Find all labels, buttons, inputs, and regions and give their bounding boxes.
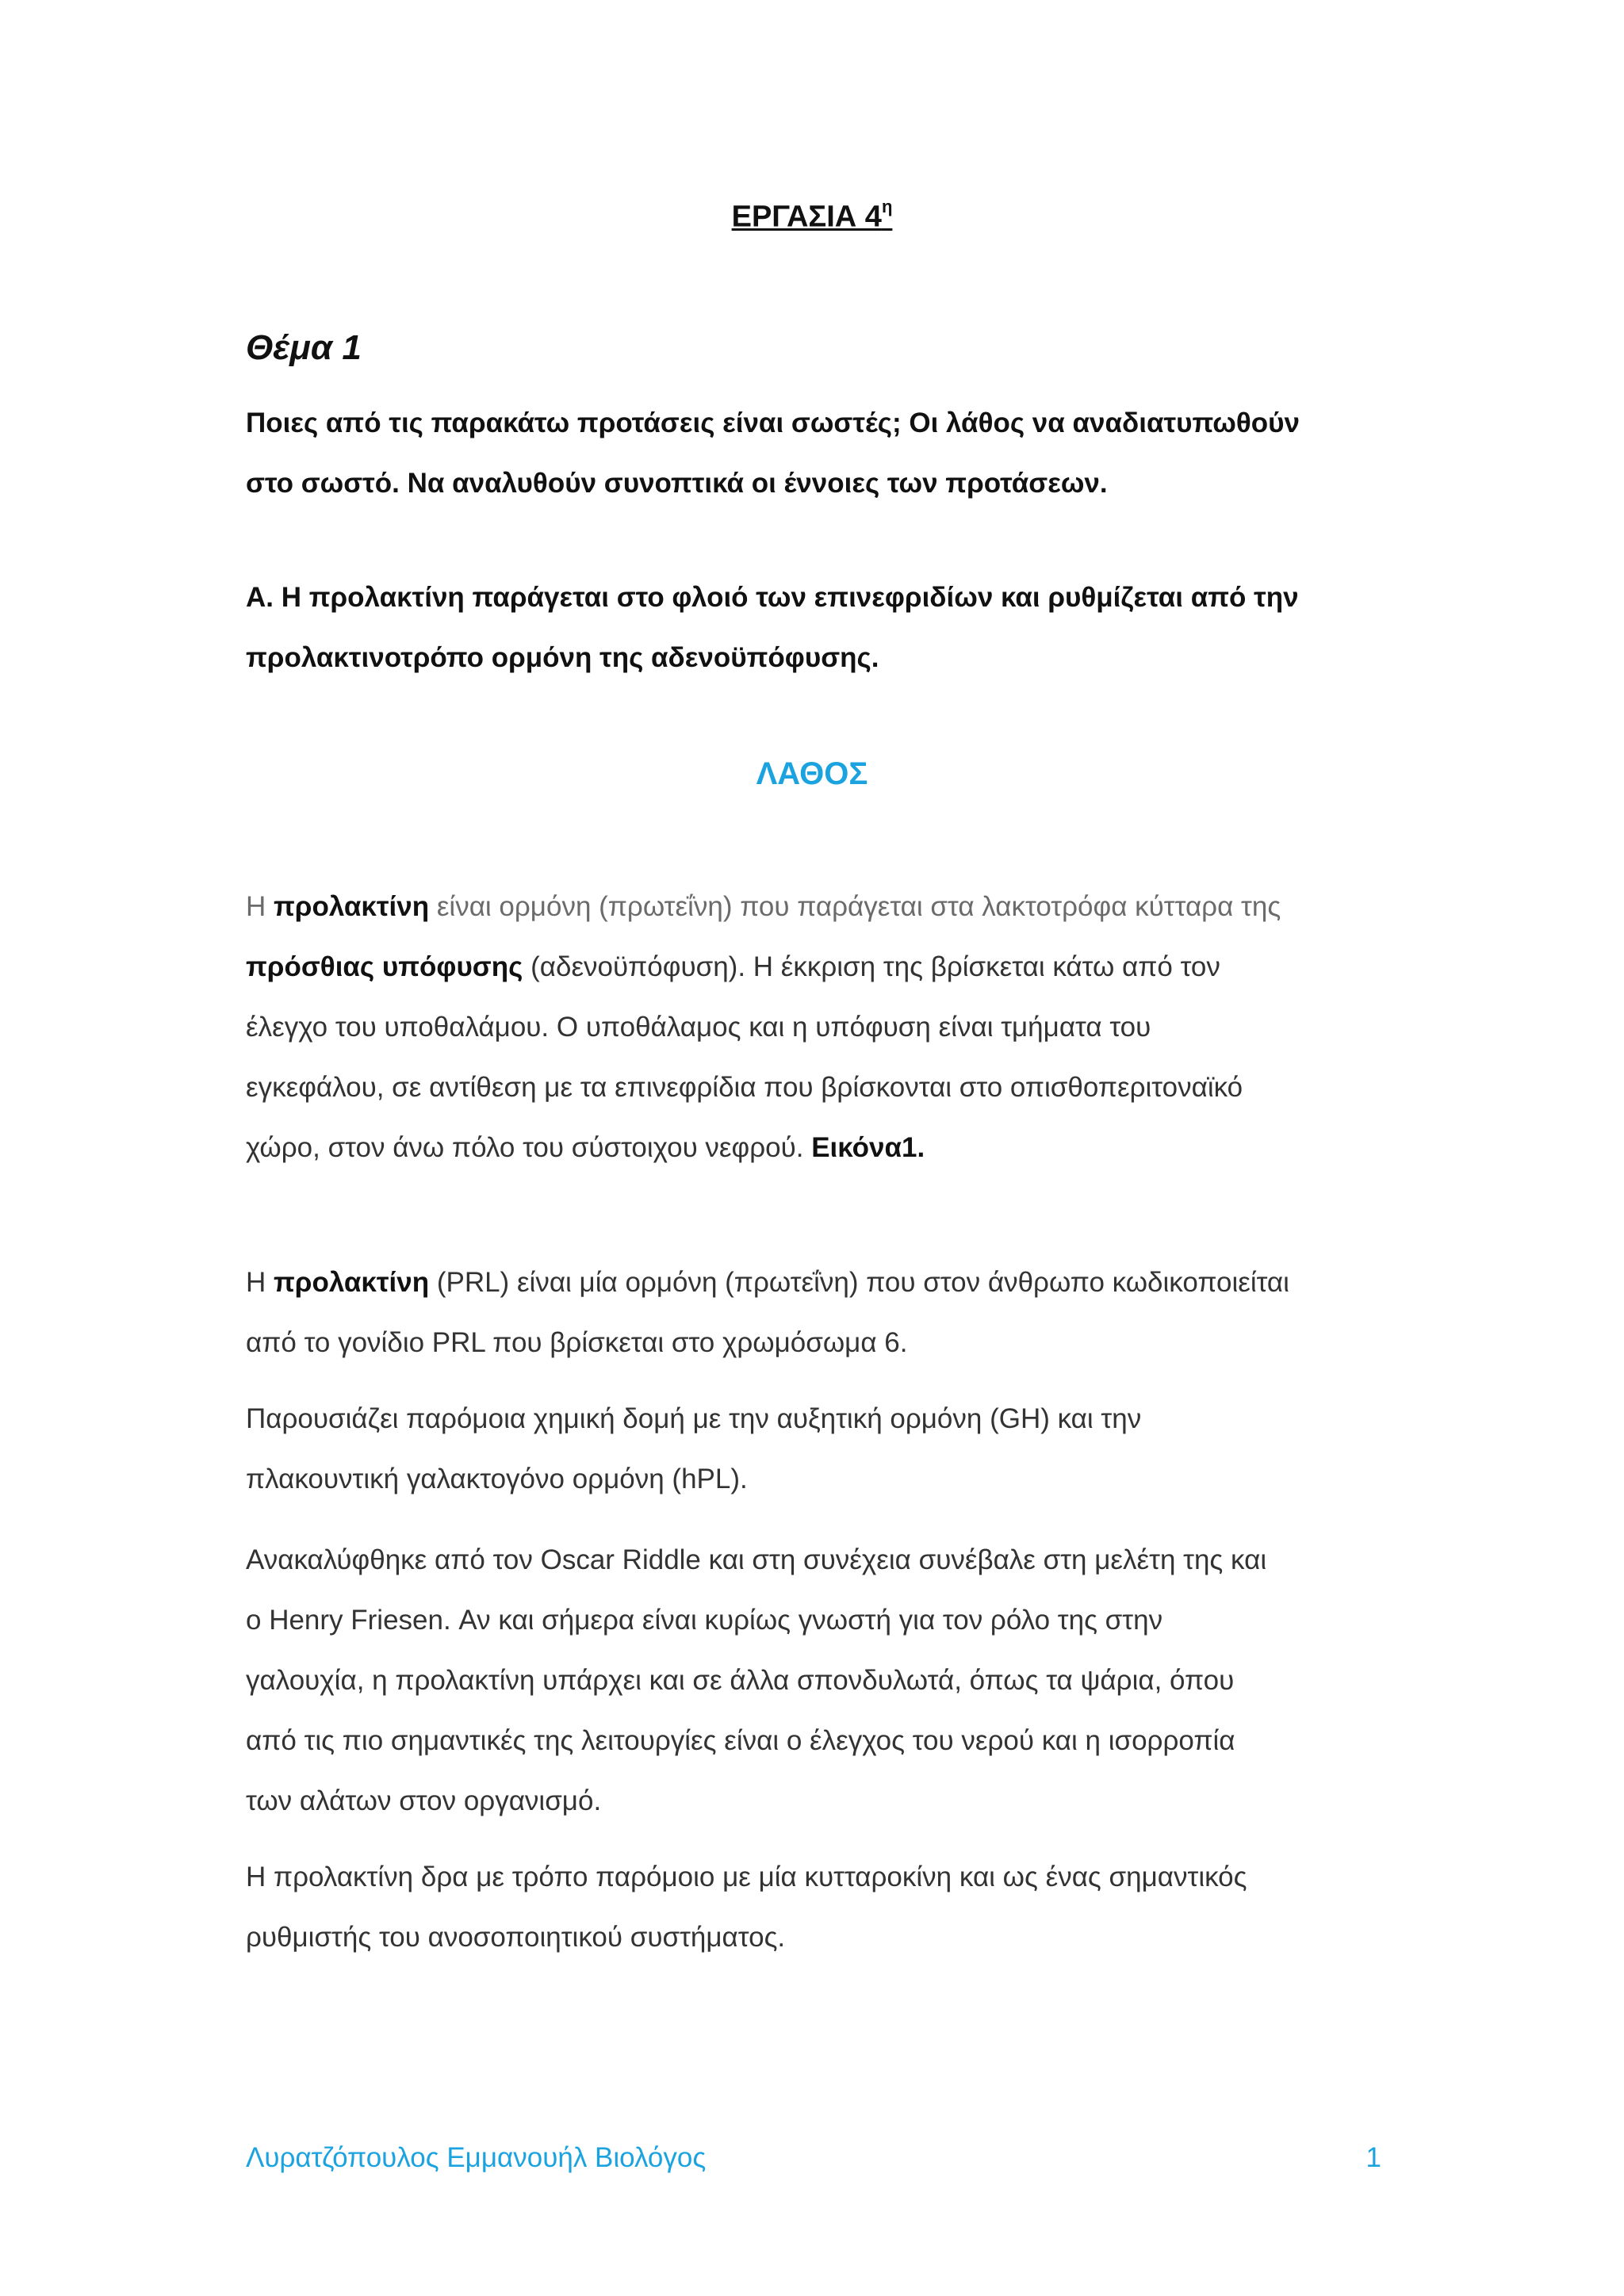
bold-term: προλακτίνη	[274, 891, 430, 922]
paragraph-line: Η προλακτίνη δρα με τρόπο παρόμοιο με μία κυτταροκίνη και ως ένας σημαντικός	[246, 1862, 1247, 1892]
statement-line: προλακτινοτρόπο ορμόνη της αδενοϋπόφυσης.	[246, 642, 879, 673]
paragraph-line: Παρουσιάζει παρόμοια χημική δομή με την αυξητική ορμόνη (GH) και την	[246, 1403, 1142, 1434]
figure-reference: Εικόνα1.	[811, 1132, 925, 1163]
statement-line: Α. Η προλακτίνη παράγεται στο φλοιό των επινεφριδίων και ρυθμίζεται από την	[246, 582, 1299, 613]
question-line: στο σωστό. Να αναλυθούν συνοπτικά οι έννοιες των προτάσεων.	[246, 468, 1108, 499]
paragraph-line: Ανακαλύφθηκε από τον Oscar Riddle και στη συνέχεια συνέβαλε στη μελέτη της και	[246, 1544, 1267, 1575]
paragraph-line	[246, 937, 1388, 997]
document-title	[0, 197, 1624, 235]
paragraph-line: γαλουχία, η προλακτίνη υπάρχει και σε άλλα σπονδυλωτά, όπως τα ψάρια, όπου	[246, 1665, 1235, 1696]
paragraph-3	[246, 1389, 1388, 1510]
text-run: (PRL) είναι μία ορμόνη (πρωτεΐνη) που στον άνθρωπο κωδικοποιείται	[429, 1267, 1289, 1298]
paragraph-line: πλακουντική γαλακτογόνο ορμόνη (hPL).	[246, 1464, 748, 1494]
page-number: 1	[1365, 2142, 1381, 2173]
paragraph-2	[246, 1253, 1388, 1373]
text-run: (αδενοϋπόφυση). Η έκκριση της βρίσκεται κάτω από τον	[523, 951, 1220, 982]
text-run: Η	[246, 891, 274, 922]
title-text: ΕΡΓΑΣΙΑ 4	[731, 200, 882, 234]
question-line: Ποιες από τις παρακάτω προτάσεις είναι σωστές; Οι λάθος να αναδιατυπωθούν	[246, 408, 1300, 438]
paragraph-line	[246, 1253, 1388, 1313]
paragraph-line: από το γονίδιο PRL που βρίσκεται στο χρωμόσωμα 6.	[246, 1327, 908, 1358]
text-run: είναι ορμόνη (πρωτεΐνη) που παράγεται στα λακτοτρόφα κύτταρα της	[429, 891, 1281, 922]
answer-label: ΛΑΘΟΣ	[756, 756, 868, 791]
title-superscript: η	[881, 197, 893, 216]
paragraph-line: από τις πιο σημαντικές της λειτουργίες είναι ο έλεγχος του νερού και η ισορροπία	[246, 1725, 1235, 1756]
paragraph-line: έλεγχο του υποθαλάμου. Ο υποθάλαμος και η υπόφυση είναι τμήματα του	[246, 1012, 1151, 1043]
statement-a	[246, 568, 1388, 688]
paragraph-line: ρυθμιστής του ανοσοποιητικού συστήματος.	[246, 1922, 786, 1953]
paragraph-line	[246, 1118, 1388, 1178]
footer-author: Λυρατζόπουλος Εμμανουήλ Βιολόγος	[246, 2142, 707, 2173]
paragraph-1	[246, 877, 1388, 1178]
bold-term: προλακτίνη	[274, 1267, 430, 1298]
page-footer	[246, 2142, 1381, 2174]
theme-heading: Θέμα 1	[246, 328, 362, 367]
paragraph-5	[246, 1847, 1388, 1968]
paragraph-line: εγκεφάλου, σε αντίθεση με τα επινεφρίδια που βρίσκονται στο οπισθοπεριτοναϊκό	[246, 1072, 1243, 1103]
text-run: χώρο, στον άνω πόλο του σύστοιχου νεφρού.	[246, 1132, 812, 1163]
text-run: Η	[246, 1267, 274, 1298]
paragraph-line	[246, 877, 1388, 937]
bold-term: πρόσθιας υπόφυσης	[246, 951, 523, 982]
paragraph-line: ο Henry Friesen. Αν και σήμερα είναι κυρίως γνωστή για τον ρόλο της στην	[246, 1605, 1163, 1636]
paragraph-4	[246, 1530, 1388, 1831]
paragraph-line: των αλάτων στον οργανισμό.	[246, 1785, 602, 1816]
question-text	[246, 393, 1388, 514]
